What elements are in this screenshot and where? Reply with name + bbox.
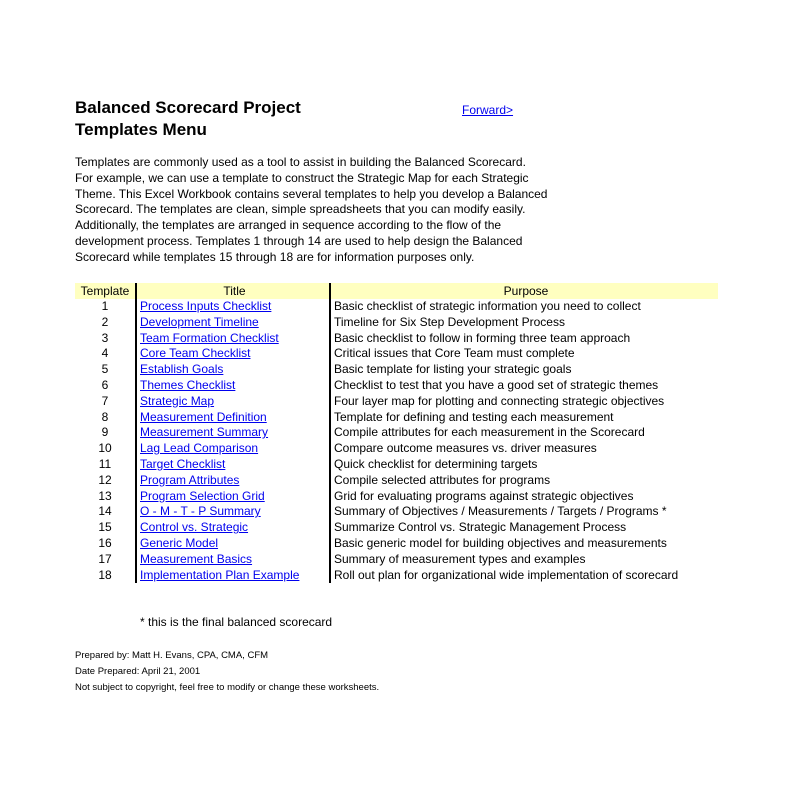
template-title-cell: [135, 457, 329, 473]
template-title-cell: [135, 536, 329, 552]
page-title: [75, 97, 301, 141]
intro-paragraph: [75, 155, 595, 266]
table-row: [75, 315, 718, 331]
template-number: 8: [101, 409, 109, 424]
table-row: [75, 536, 718, 552]
table-row: [75, 441, 718, 457]
table-row: [75, 410, 718, 426]
template-title-cell: [135, 362, 329, 378]
template-number: 10: [98, 441, 112, 456]
footer-info: [75, 648, 379, 696]
template-title-link[interactable]: Strategic Map: [140, 393, 215, 408]
page-title-line1: Balanced Scorecard Project: [75, 98, 301, 117]
template-number: 1: [101, 299, 109, 313]
prepared-by: Prepared by: Matt H. Evans, CPA, CMA, CFM: [75, 650, 269, 661]
template-title-link[interactable]: Process Inputs Checklist: [140, 299, 272, 313]
template-title-cell: [135, 394, 329, 410]
table-row: [75, 520, 718, 536]
date-prepared: Date Prepared: April 21, 2001: [75, 666, 201, 677]
template-number: 5: [101, 362, 109, 377]
template-number: 11: [98, 456, 112, 471]
templates-table: [75, 283, 718, 583]
template-title-cell: [135, 410, 329, 426]
template-title-link[interactable]: Themes Checklist: [140, 377, 236, 392]
intro-line: Templates are commonly used as a tool to assist in building the Balanced Scorecard.: [75, 155, 526, 169]
template-title-link[interactable]: Establish Goals: [140, 362, 224, 377]
template-purpose: Quick checklist for determining targets: [329, 457, 718, 473]
column-header-purpose: Purpose: [329, 283, 718, 299]
table-row: [75, 346, 718, 362]
template-purpose: Checklist to test that you have a good set of strategic themes: [329, 378, 718, 394]
template-purpose: Four layer map for plotting and connecting strategic objectives: [329, 394, 718, 410]
intro-line: development process. Templates 1 through 14 are used to help design the Balanced: [75, 233, 523, 248]
template-purpose: Summary of Objectives / Measurements / Targets / Programs *: [329, 504, 718, 520]
template-number: 9: [101, 425, 109, 440]
template-number: 17: [98, 551, 112, 566]
table-row: [75, 331, 718, 347]
template-title-link[interactable]: Implementation Plan Example: [140, 567, 300, 582]
template-number: 15: [98, 520, 112, 535]
template-purpose: Critical issues that Core Team must complete: [329, 346, 718, 362]
template-number: 12: [98, 472, 112, 487]
template-purpose: Compile attributes for each measurement in the Scorecard: [329, 425, 718, 441]
template-title-cell: [135, 346, 329, 362]
template-purpose: Basic checklist of strategic information you need to collect: [329, 299, 718, 315]
template-title-cell: [135, 568, 329, 584]
template-title-cell: [135, 473, 329, 489]
template-purpose: Basic template for listing your strategic goals: [329, 362, 718, 378]
forward-link[interactable]: Forward>: [462, 103, 514, 117]
template-purpose: Basic generic model for building objectives and measurements: [329, 536, 718, 552]
table-row: [75, 378, 718, 394]
template-purpose: Compare outcome measures vs. driver measures: [329, 441, 718, 457]
template-title-link[interactable]: Measurement Summary: [140, 425, 269, 440]
template-title-link[interactable]: Measurement Definition: [140, 409, 267, 424]
intro-line: For example, we can use a template to construct the Strategic Map for each Strategic: [75, 170, 529, 185]
intro-line: Scorecard. The templates are clean, simple spreadsheets that you can modify easily.: [75, 202, 526, 217]
template-number: 14: [98, 504, 112, 519]
table-row: [75, 457, 718, 473]
footnote: * this is the final balanced scorecard: [140, 615, 333, 629]
template-purpose: Template for defining and testing each measurement: [329, 410, 718, 426]
template-title-link[interactable]: Measurement Basics: [140, 551, 253, 566]
template-title-link[interactable]: O - M - T - P Summary: [140, 504, 261, 519]
table-row: [75, 362, 718, 378]
template-title-link[interactable]: Lag Lead Comparison: [140, 441, 259, 456]
template-title-link[interactable]: Control vs. Strategic: [140, 520, 249, 535]
template-number: 7: [101, 393, 109, 408]
template-number: 13: [98, 488, 112, 503]
template-number: 18: [98, 567, 112, 582]
template-title-link[interactable]: Target Checklist: [140, 456, 226, 471]
template-title-link[interactable]: Program Selection Grid: [140, 488, 265, 503]
table-row: [75, 489, 718, 505]
template-title-cell: [135, 520, 329, 536]
template-title-link[interactable]: Team Formation Checklist: [140, 330, 279, 345]
template-purpose: Roll out plan for organizational wide implementation of scorecard: [329, 568, 718, 584]
template-purpose: Timeline for Six Step Development Process: [329, 315, 718, 331]
table-row: [75, 394, 718, 410]
template-number: 4: [101, 346, 109, 361]
template-purpose: Summary of measurement types and examples: [329, 552, 718, 568]
template-number: 6: [101, 377, 109, 392]
template-title-cell: [135, 441, 329, 457]
template-title-cell: [135, 489, 329, 505]
template-title-cell: [135, 299, 329, 315]
intro-line: Additionally, the templates are arranged in sequence according to the flow of the: [75, 218, 502, 233]
template-purpose: Basic checklist to follow in forming three team approach: [329, 331, 718, 347]
template-title-cell: [135, 504, 329, 520]
template-number: 3: [101, 330, 109, 345]
page-title-line2: Templates Menu: [75, 120, 207, 139]
intro-line: Theme. This Excel Workbook contains several templates to help you develop a Balanced: [75, 186, 548, 201]
template-title-link[interactable]: Program Attributes: [140, 472, 240, 487]
template-number: 16: [98, 535, 112, 550]
template-title-link[interactable]: Core Team Checklist: [140, 346, 251, 361]
table-row: [75, 504, 718, 520]
table-row: [75, 568, 718, 584]
template-title-link[interactable]: Development Timeline: [140, 314, 259, 329]
template-title-cell: [135, 331, 329, 347]
table-row: [75, 425, 718, 441]
table-row: [75, 299, 718, 315]
intro-line: Scorecard while templates 15 through 18 are for information purposes only.: [75, 249, 475, 264]
template-purpose: Compile selected attributes for programs: [329, 473, 718, 489]
copyright-note: Not subject to copyright, feel free to modify or change these worksheets.: [75, 682, 380, 693]
template-title-cell: [135, 378, 329, 394]
template-number: 2: [101, 314, 109, 329]
table-row: [75, 473, 718, 489]
template-title-cell: [135, 425, 329, 441]
column-header-title: Title: [135, 283, 329, 299]
template-purpose: Grid for evaluating programs against strategic objectives: [329, 489, 718, 505]
template-title-cell: [135, 315, 329, 331]
template-title-cell: [135, 552, 329, 568]
template-purpose: Summarize Control vs. Strategic Management Process: [329, 520, 718, 536]
table-row: [75, 552, 718, 568]
table-header-row: [75, 283, 718, 299]
template-title-link[interactable]: Generic Model: [140, 535, 219, 550]
column-header-template: Template: [80, 284, 130, 298]
